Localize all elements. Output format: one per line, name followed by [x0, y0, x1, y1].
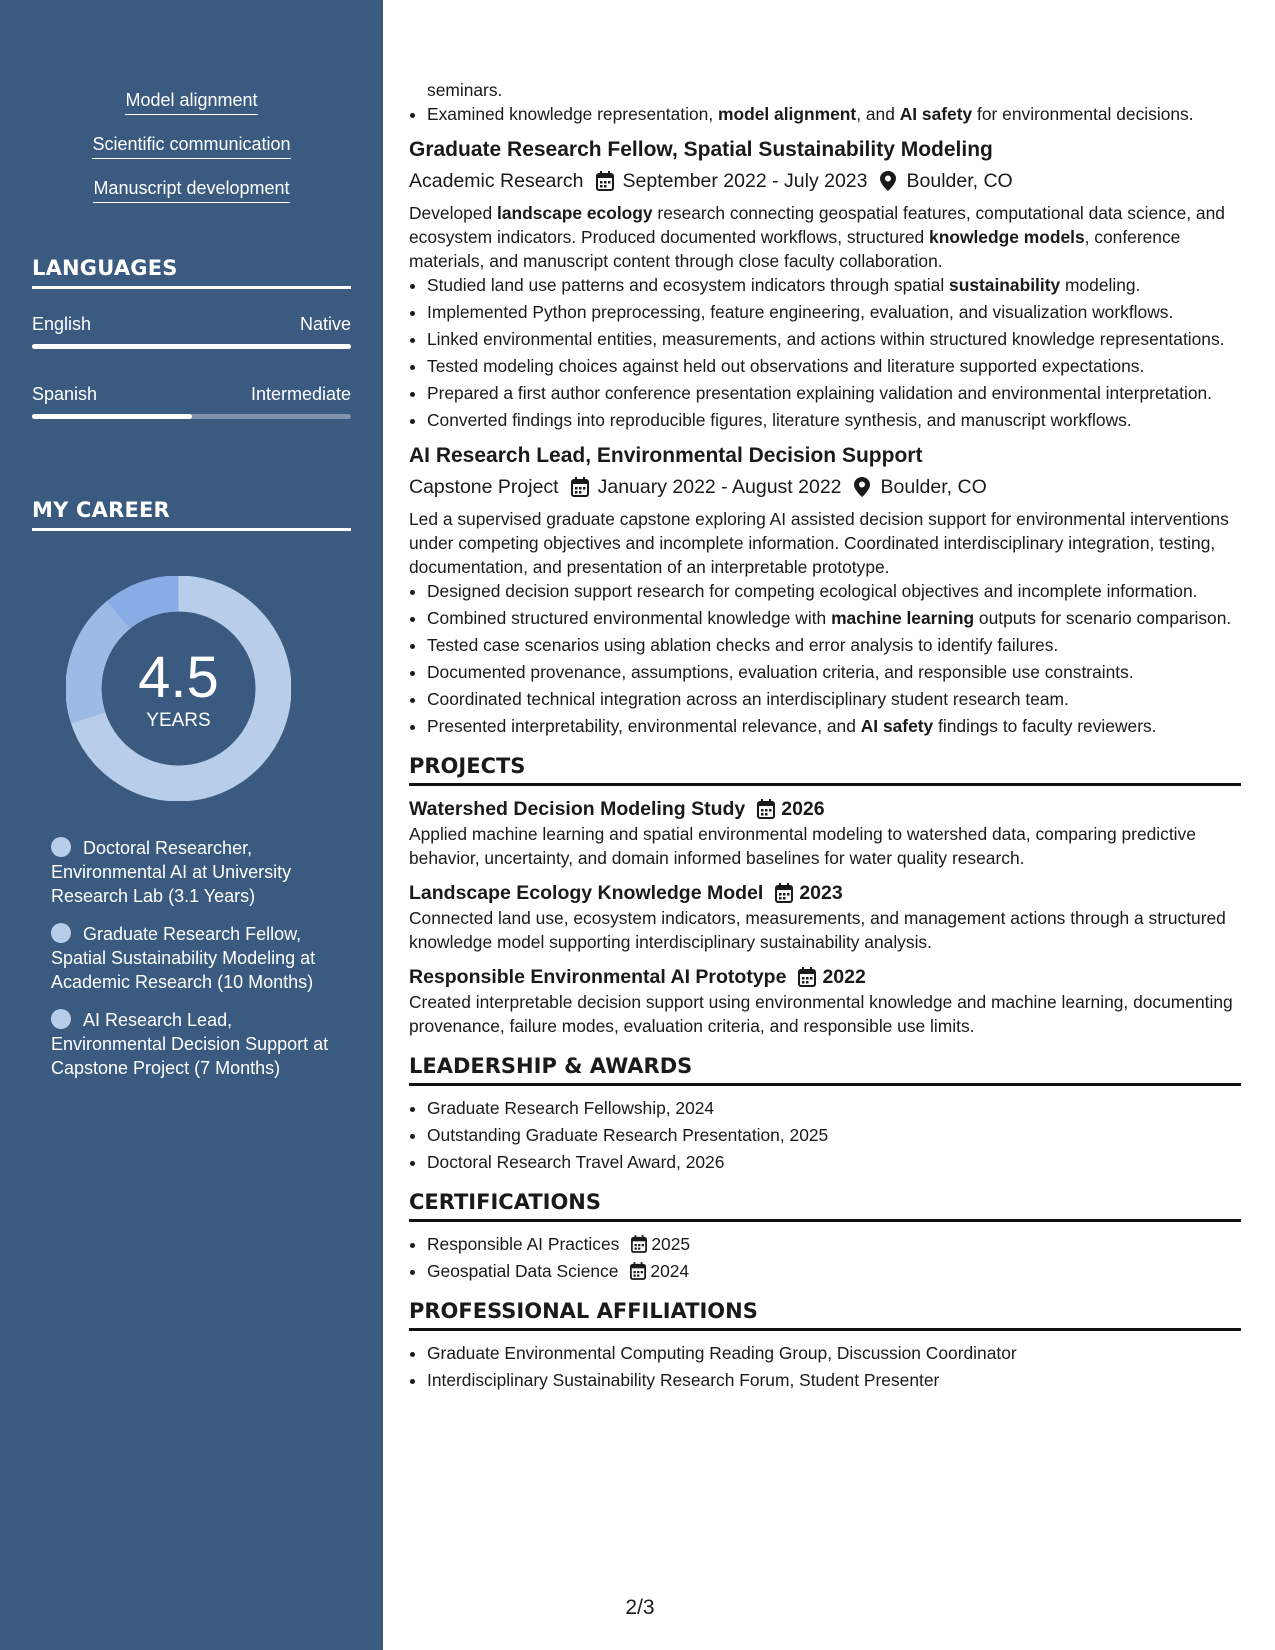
calendar-icon: [798, 967, 816, 987]
language-bar-fill: [32, 414, 192, 419]
project-description: Created interpretable decision support using environmental knowledge and machine learning, documenting provenance, failure modes, evaluation criteria, and responsible use limits.: [409, 992, 1233, 1036]
bullet-dot-icon: [51, 1009, 71, 1029]
bullet-item: • Implemented Python preprocessing, feature engineering, evaluation, and visualization workflows.: [427, 300, 1241, 324]
language-name: English: [32, 314, 92, 334]
affiliation-item: • Graduate Environmental Computing Reading Group, Discussion Coordinator: [427, 1341, 1241, 1365]
career-heading: MY CAREER: [32, 498, 351, 531]
certifications-list: [409, 1232, 1241, 1283]
career-item: Graduate Research Fellow, Spatial Sustainability Modeling at Academic Research (10 Months): [51, 924, 316, 992]
job-summary: Developed landscape ecology research connecting geospatial features, computational data science, and ecosystem indicators. Produced documented workflows, structured knowledge models, conference materials, and manuscript content through close faculty collaboration.: [409, 203, 1225, 271]
job-meta: [409, 167, 1241, 195]
bullet-item: • Presented interpretability, environmental relevance, and AI safety findings to faculty reviewers.: [427, 714, 1241, 738]
job-org: Academic Research: [409, 170, 584, 192]
donut-segment-lead: [118, 594, 178, 616]
bullet-item: • Converted findings into reproducible figures, literature synthesis, and manuscript workflows.: [427, 408, 1241, 432]
calendar-icon: [596, 171, 614, 191]
project-title: Watershed Decision Modeling Study 2026: [409, 798, 825, 820]
award-item: • Doctoral Research Travel Award, 2026: [427, 1150, 1241, 1174]
bullet-item: • Designed decision support research for competing ecological objectives and incomplete information.: [427, 579, 1241, 603]
projects-heading: PROJECTS: [409, 754, 1241, 786]
language-level: Intermediate: [250, 384, 351, 404]
job-location: Boulder, CO: [880, 476, 987, 498]
language-bar: [32, 414, 351, 419]
job-org: Capstone Project: [409, 476, 559, 498]
certification-year: 2025: [651, 1234, 691, 1254]
continued-bullets: [409, 102, 1241, 126]
career-item: AI Research Lead, Environmental Decision Support at Capstone Project (7 Months): [51, 1010, 329, 1078]
project-description: Connected land use, ecosystem indicators, measurements, and management actions through a structured knowledge model supporting interdisciplinary sustainability analysis.: [409, 908, 1226, 952]
job-title: AI Research Lead, Environmental Decision Support: [409, 444, 923, 467]
project-title: Responsible Environmental AI Prototype 2022: [409, 966, 866, 988]
bullet-item: • Examined knowledge representation, model alignment, and AI safety for environmental decisions.: [427, 102, 1241, 126]
language-level: Native: [299, 314, 351, 334]
skill-tag: Manuscript development: [93, 176, 289, 203]
languages-heading: LANGUAGES: [32, 256, 351, 289]
calendar-icon: [757, 799, 775, 819]
award-item: • Outstanding Graduate Research Presentation, 2025: [427, 1123, 1241, 1147]
page-number: 2/3: [625, 1596, 655, 1619]
awards-heading: LEADERSHIP & AWARDS: [409, 1054, 1241, 1086]
project-title: Landscape Ecology Knowledge Model 2023: [409, 882, 843, 904]
language-row: [32, 384, 351, 405]
calendar-icon: [631, 1235, 647, 1253]
project-year: 2026: [781, 798, 825, 820]
skill-tag: Scientific communication: [92, 132, 290, 159]
job-title: Graduate Research Fellow, Spatial Sustainability Modeling: [409, 138, 993, 161]
bullet-item: • Studied land use patterns and ecosystem indicators through spatial sustainability modeling.: [427, 273, 1241, 297]
language-bar-fill: [32, 344, 351, 349]
career-list: [51, 836, 331, 1094]
bullet-item: • Linked environmental entities, measurements, and actions within structured knowledge representations.: [427, 327, 1241, 351]
main-content: [409, 78, 1241, 1395]
language-name: Spanish: [32, 384, 98, 404]
job-dates: January 2022 - August 2022: [597, 476, 842, 498]
bullet-item: • Tested modeling choices against held out observations and literature supported expectations.: [427, 354, 1241, 378]
location-pin-icon: [880, 171, 898, 191]
award-item: • Graduate Research Fellowship, 2024: [427, 1096, 1241, 1120]
bullet-dot-icon: [51, 923, 71, 943]
job-dates: September 2022 - July 2023: [622, 170, 868, 192]
bullet-item: • Combined structured environmental knowledge with machine learning outputs for scenario comparison.: [427, 606, 1241, 630]
language-bar: [32, 344, 351, 349]
skill-tag: Model alignment: [125, 88, 257, 115]
language-row: [32, 314, 351, 335]
career-item: Doctoral Researcher, Environmental AI at University Research Lab (3.1 Years): [51, 838, 292, 906]
bullet-item: • Coordinated technical integration across an interdisciplinary student research team.: [427, 687, 1241, 711]
continued-text: seminars.: [427, 80, 503, 100]
calendar-icon: [571, 477, 589, 497]
affiliations-heading: PROFESSIONAL AFFILIATIONS: [409, 1299, 1241, 1331]
career-total: 4.5: [138, 645, 219, 710]
certification-year: 2024: [650, 1261, 690, 1281]
certifications-heading: CERTIFICATIONS: [409, 1190, 1241, 1222]
calendar-icon: [775, 883, 793, 903]
sidebar: [0, 0, 383, 1650]
bullet-item: • Prepared a first author conference presentation explaining validation and environmental interpretation.: [427, 381, 1241, 405]
job-bullets: [409, 273, 1241, 432]
job-meta: [409, 473, 1241, 501]
job-bullets: [409, 579, 1241, 738]
bullet-item: • Documented provenance, assumptions, evaluation criteria, and responsible use constraints.: [427, 660, 1241, 684]
job-location: Boulder, CO: [906, 170, 1013, 192]
affiliation-item: • Interdisciplinary Sustainability Research Forum, Student Presenter: [427, 1368, 1241, 1392]
affiliations-list: [409, 1341, 1241, 1392]
location-pin-icon: [854, 477, 872, 497]
project-year: 2022: [822, 966, 866, 988]
skills-list: [0, 88, 383, 220]
certification-item: • Geospatial Data Science 2024: [427, 1259, 1241, 1283]
calendar-icon: [630, 1262, 646, 1280]
project-description: Applied machine learning and spatial environmental modeling to watershed data, comparing predictive behavior, uncertainty, and domain informed baselines for water quality research.: [409, 824, 1196, 868]
career-unit: YEARS: [146, 710, 211, 731]
certification-item: • Responsible AI Practices 2025: [427, 1232, 1241, 1256]
bullet-item: • Tested case scenarios using ablation checks and error analysis to identify failures.: [427, 633, 1241, 657]
project-year: 2023: [799, 882, 843, 904]
awards-list: [409, 1096, 1241, 1174]
bullet-dot-icon: [51, 837, 71, 857]
job-summary: Led a supervised graduate capstone exploring AI assisted decision support for environmental interventions under competing objectives and incomplete information. Coordinated interdisciplinary integration, testing, documentation, and presentation of an interpretable prototype.: [409, 509, 1229, 577]
